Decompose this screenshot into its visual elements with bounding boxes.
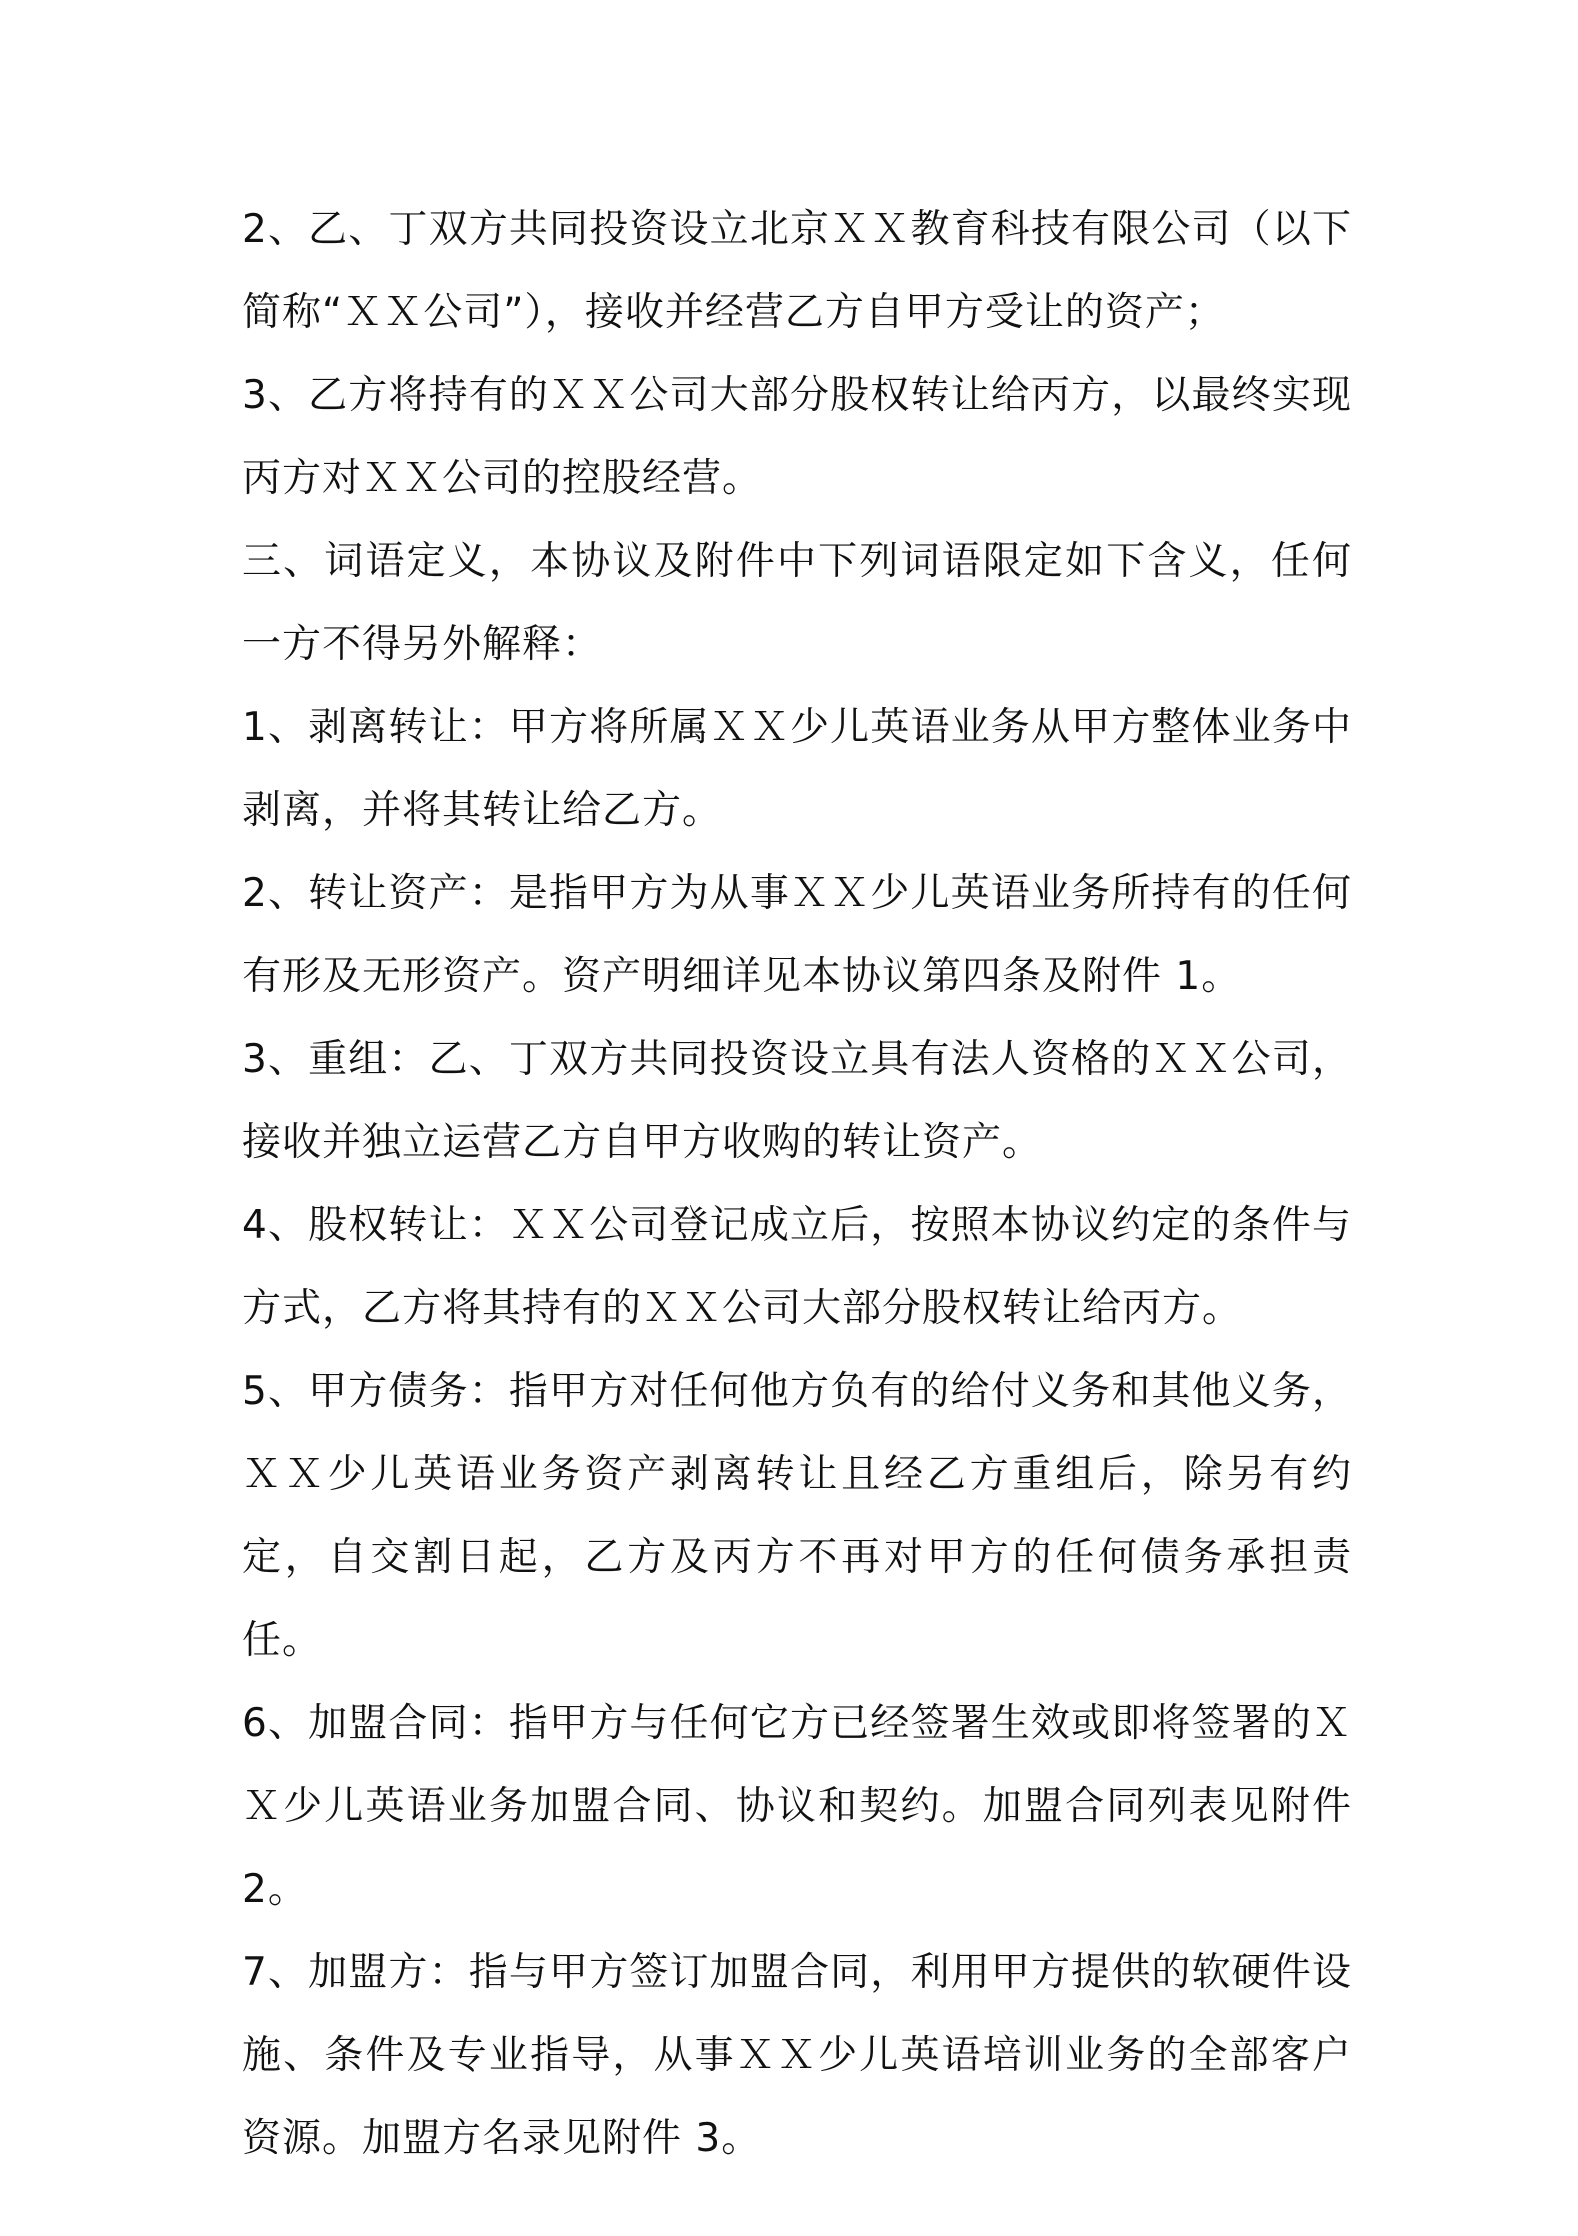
paragraph-definition-2: 2、转让资产：是指甲方为从事ＸＸ少儿英语业务所持有的任何有形及无形资产。资产明细详见本协议第四条及附件 1。 bbox=[242, 871, 1352, 999]
paragraph-definition-6: 6、加盟合同：指甲方与任何它方已经签署生效或即将签署的ＸＸ少儿英语业务加盟合同、协议和契约。加盟合同列表见附件 2。 bbox=[242, 1701, 1352, 1912]
paragraph-clause-2: 2、乙、丁双方共同投资设立北京ＸＸ教育科技有限公司（以下简称“ＸＸ公司”），接收并经营乙方自甲方受让的资产； bbox=[242, 207, 1352, 335]
document-body bbox=[242, 188, 1352, 2180]
paragraph-definition-5: 5、甲方债务：指甲方对任何他方负有的给付义务和其他义务，ＸＸ少儿英语业务资产剥离转让且经乙方重组后，除另有约定，自交割日起，乙方及丙方不再对甲方的任何债务承担责任。 bbox=[242, 1369, 1352, 1663]
paragraph-definition-1: 1、剥离转让：甲方将所属ＸＸ少儿英语业务从甲方整体业务中剥离，并将其转让给乙方。 bbox=[242, 705, 1352, 833]
paragraph-definition-7: 7、加盟方：指与甲方签订加盟合同，利用甲方提供的软硬件设施、条件及专业指导，从事ＸＸ少儿英语培训业务的全部客户资源。加盟方名录见附件 3。 bbox=[242, 1950, 1352, 2161]
paragraph-section-3-definitions: 三、词语定义，本协议及附件中下列词语限定如下含义，任何一方不得另外解释： bbox=[242, 539, 1352, 667]
paragraph-definition-3: 3、重组：乙、丁双方共同投资设立具有法人资格的ＸＸ公司，接收并独立运营乙方自甲方收购的转让资产。 bbox=[242, 1037, 1352, 1165]
paragraph-clause-3: 3、乙方将持有的ＸＸ公司大部分股权转让给丙方，以最终实现丙方对ＸＸ公司的控股经营。 bbox=[242, 373, 1352, 501]
paragraph-definition-4: 4、股权转让：ＸＸ公司登记成立后，按照本协议约定的条件与方式，乙方将其持有的ＸＸ公司大部分股权转让给丙方。 bbox=[242, 1203, 1352, 1331]
